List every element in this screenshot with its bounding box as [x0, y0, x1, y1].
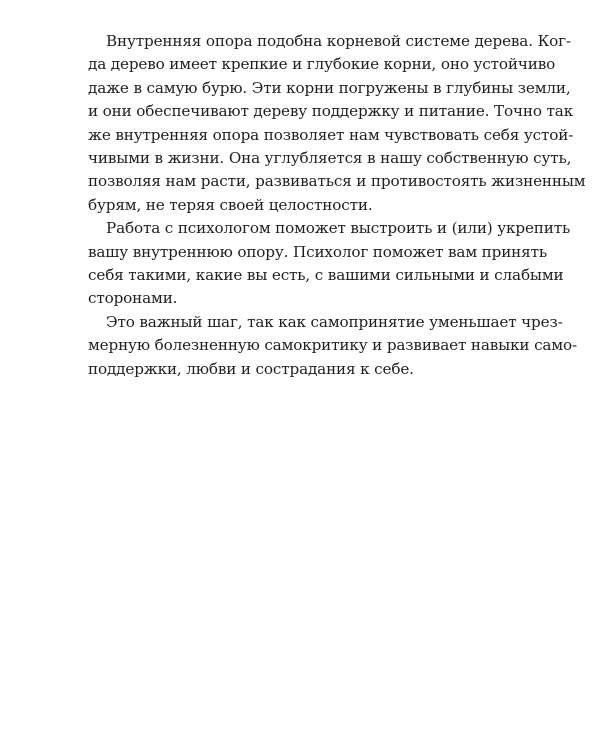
page-body	[88, 30, 586, 381]
text-line: себя такими, какие вы есть, с вашими сильными и слабыми	[88, 266, 564, 285]
text-line: вашу внутреннюю опору. Психолог поможет вам принять	[88, 242, 547, 261]
text-line: позволяя нам расти, развиваться и противостоять жизненным	[88, 172, 586, 191]
text-line: Внутренняя опора подобна корневой системе дерева. Ког-	[106, 32, 571, 50]
paragraph-self-acceptance	[88, 311, 577, 381]
text-line: сторонами.	[88, 289, 178, 308]
text-line: чивыми в жизни. Она углубляется в нашу собственную суть,	[88, 149, 572, 168]
paragraph-psychologist	[88, 217, 571, 311]
text-line: поддержки, любви и сострадания к себе.	[88, 359, 414, 378]
text-line: бурям, не теряя своей целостности.	[88, 195, 373, 214]
text-line: мерную болезненную самокритику и развивает навыки само-	[88, 336, 577, 355]
text-line: Это важный шаг, так как самопринятие уменьшает чрез-	[106, 312, 563, 331]
text-line: да дерево имеет крепкие и глубокие корни, оно устойчиво	[88, 55, 556, 74]
text-line: же внутренняя опора позволяет нам чувствовать себя устой-	[88, 125, 574, 144]
text-line: Работа с психологом поможет выстроить и (или) укрепить	[106, 219, 571, 238]
paragraph-inner-support	[88, 30, 586, 217]
text-line: и они обеспечивают дереву поддержку и питание. Точно так	[88, 102, 574, 121]
text-line: даже в самую бурю. Эти корни погружены в глубины земли,	[88, 78, 571, 97]
